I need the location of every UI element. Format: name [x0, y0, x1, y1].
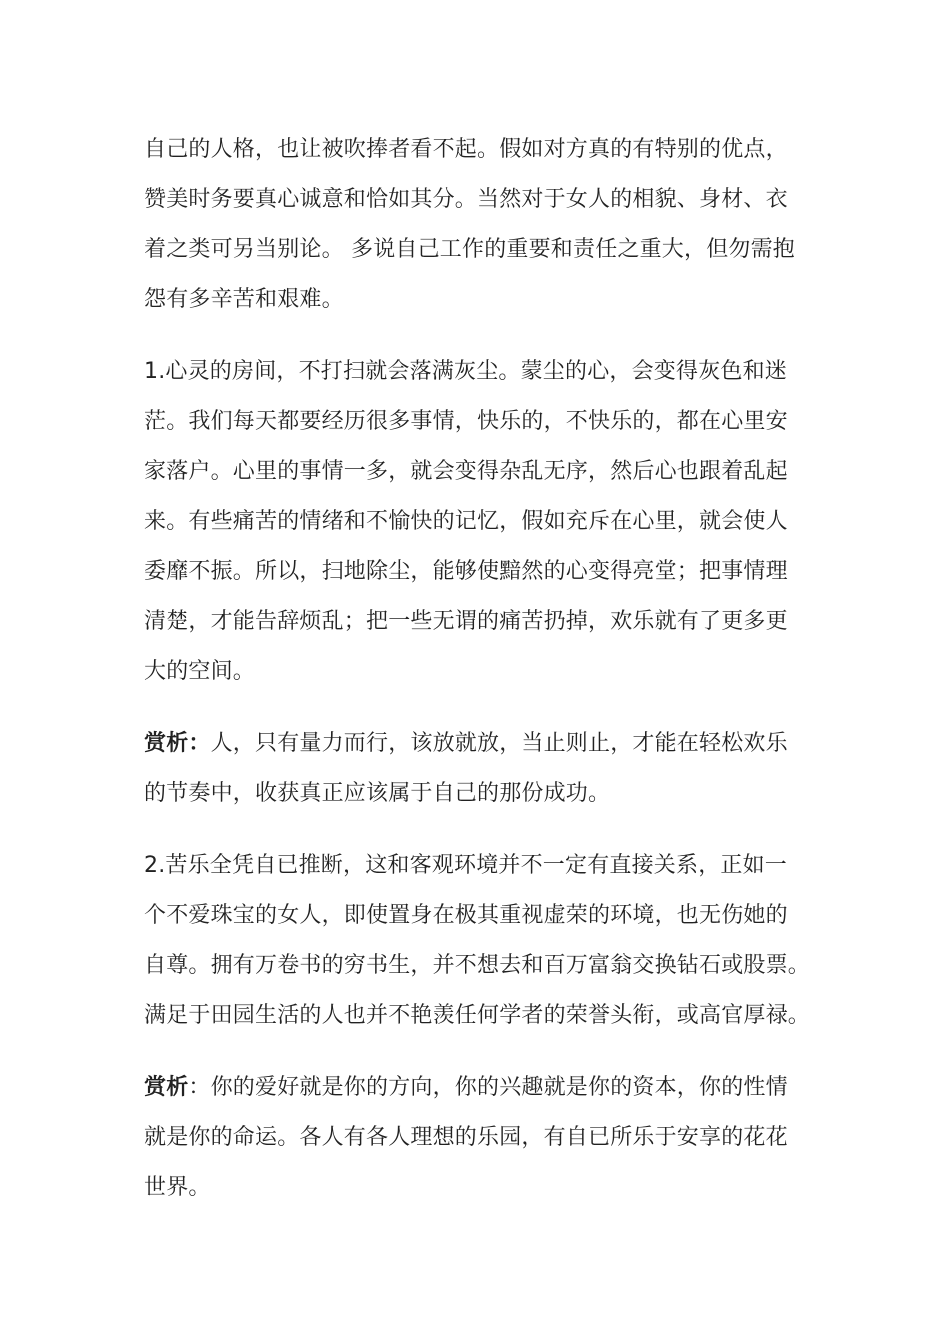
analysis-text: ：你的爱好就是你的方向，你的兴趣就是你的资本，你的性情	[188, 1075, 788, 1100]
text-line: 自尊。拥有万卷书的穷书生，并不想去和百万富翁交换钻石或股票。	[144, 953, 811, 978]
analysis-label: 赏析：	[144, 731, 211, 756]
text-line: 就是你的命运。各人有各人理想的乐园，有自已所乐于安享的花花	[144, 1125, 788, 1150]
analysis-label: 赏析	[144, 1075, 189, 1100]
text-line: 委靡不振。所以，扫地除尘，能够使黯然的心变得亮堂；把事情理	[144, 559, 788, 584]
text-line: 1.心灵的房间，不打扫就会落满灰尘。蒙尘的心，会变得灰色和迷	[144, 359, 787, 384]
text-line: 2.苦乐全凭自已推断，这和客观环境并不一定有直接关系，正如一	[144, 853, 787, 878]
text-line: 世界。	[144, 1175, 211, 1200]
text-line: 的节奏中，收获真正应该属于自己的那份成功。	[144, 781, 611, 806]
text-line: 满足于田园生活的人也并不艳羡任何学者的荣誉头衔，或高官厚禄。	[144, 1003, 811, 1028]
text-line: 茫。我们每天都要经历很多事情，快乐的，不快乐的，都在心里安	[144, 409, 788, 434]
text-line: 家落户。心里的事情一多，就会变得杂乱无序，然后心也跟着乱起	[144, 459, 788, 484]
text-line: 个不爱珠宝的女人，即使置身在极其重视虚荣的环境，也无伤她的	[144, 903, 788, 928]
text-line: 来。有些痛苦的情绪和不愉快的记忆，假如充斥在心里，就会使人	[144, 509, 788, 534]
text-line: 赞美时务要真心诚意和恰如其分。当然对于女人的相貌、身材、衣	[144, 187, 788, 212]
text-line: 着之类可另当别论。 多说自己工作的重要和责任之重大，但勿需抱	[144, 237, 795, 262]
text-line: 大的空间。	[144, 659, 256, 684]
analysis-line	[144, 1074, 788, 1102]
analysis-line	[144, 730, 788, 758]
analysis-text: 人，只有量力而行，该放就放，当止则止，才能在轻松欢乐	[210, 731, 788, 756]
text-line: 清楚，才能告辞烦乱；把一些无谓的痛苦扔掉，欢乐就有了更多更	[144, 609, 788, 634]
text-line: 怨有多辛苦和艰难。	[144, 287, 344, 312]
text-line: 自己的人格，也让被吹捧者看不起。假如对方真的有特别的优点，	[144, 137, 788, 162]
